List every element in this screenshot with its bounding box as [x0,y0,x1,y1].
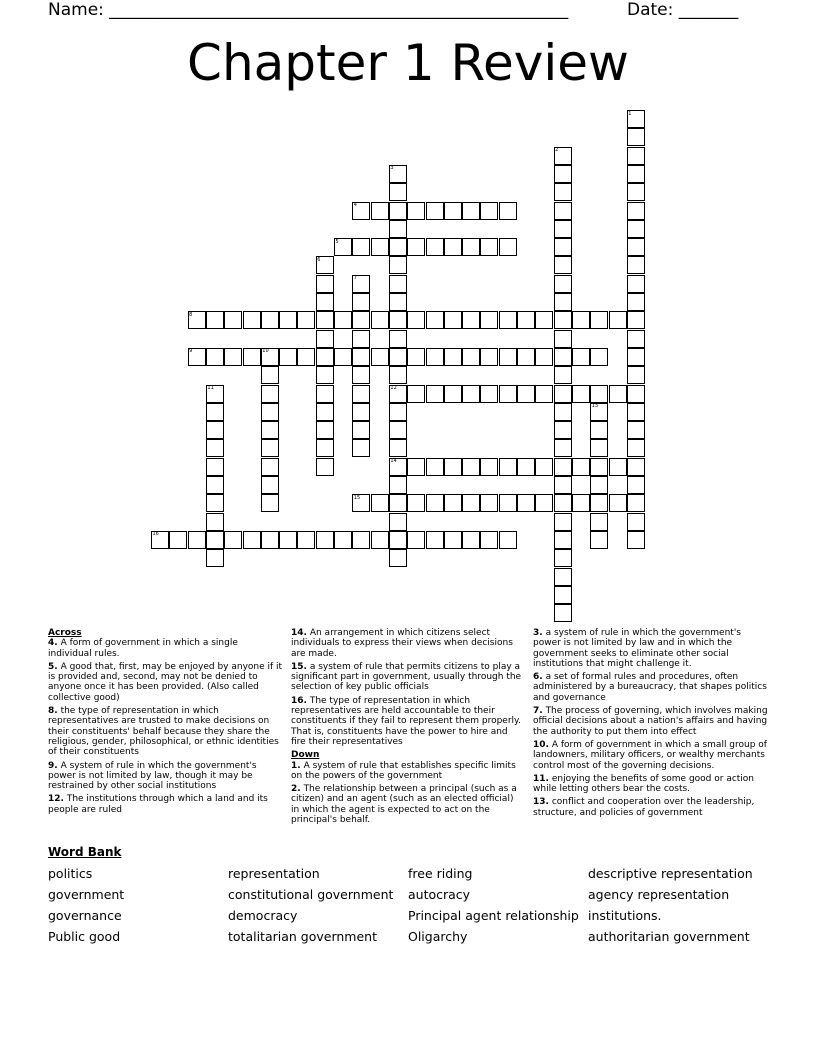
crossword-cell[interactable] [407,531,425,549]
crossword-cell[interactable] [627,458,645,476]
crossword-cell[interactable] [572,348,590,366]
crossword-cell[interactable] [261,494,279,512]
crossword-cell[interactable] [224,348,242,366]
crossword-cell[interactable] [426,458,444,476]
crossword-cell[interactable] [389,311,407,329]
crossword-cell[interactable] [352,293,370,311]
clue-item: 7. The process of governing, which involves making official decisions about a nation's affairs and having the authority to put them into effect [533,706,768,737]
crossword-cell[interactable] [480,311,498,329]
clue-item: 13. conflict and cooperation over the leadership, structure, and policies of government [533,797,755,818]
crossword-cell[interactable] [334,348,352,366]
crossword-cell[interactable] [499,531,517,549]
crossword-cell[interactable] [261,476,279,494]
clue-item: 14. An arrangement in which citizens select individuals to express their views when decisions are made. [291,628,513,659]
crossword-cell[interactable] [554,293,572,311]
clue-number: 11 [207,385,214,391]
crossword-cell[interactable] [554,275,572,293]
clues-col-3 [533,628,769,821]
crossword-cell[interactable] [426,494,444,512]
clues-col-1 [48,628,284,818]
crossword-cell[interactable] [389,439,407,457]
crossword-cell[interactable] [188,311,206,329]
crossword-cell[interactable] [627,385,645,403]
crossword-cell[interactable] [627,476,645,494]
crossword-cell[interactable] [627,183,645,201]
crossword-cell[interactable] [609,458,627,476]
crossword-cell[interactable] [371,202,389,220]
crossword-cell[interactable] [352,366,370,384]
crossword-cell[interactable] [554,256,572,274]
crossword-cell[interactable] [206,531,224,549]
crossword-cell[interactable] [279,311,297,329]
crossword-cell[interactable] [609,311,627,329]
crossword-cell[interactable] [535,311,553,329]
crossword-cell[interactable] [224,531,242,549]
crossword-cell[interactable] [426,311,444,329]
crossword-cell[interactable] [517,348,535,366]
word-bank-item: descriptive representation [588,866,753,881]
crossword-cell[interactable] [462,531,480,549]
crossword-cell[interactable] [480,531,498,549]
crossword-cell[interactable] [554,513,572,531]
crossword-cell[interactable] [279,531,297,549]
crossword-cell[interactable] [279,348,297,366]
crossword-cell[interactable] [371,311,389,329]
crossword-cell[interactable] [444,458,462,476]
date-line[interactable]: Date: _______ [627,0,739,20]
crossword-cell[interactable] [389,458,407,476]
crossword-cell[interactable] [627,275,645,293]
crossword-cell[interactable] [627,165,645,183]
crossword-cell[interactable] [334,238,352,256]
crossword-cell[interactable] [590,385,608,403]
crossword-cell[interactable] [554,311,572,329]
crossword-cell[interactable] [389,275,407,293]
word-bank-item: Principal agent relationship [408,908,579,923]
clue-item: 15. a system of rule that permits citizens to play a significant part in government, usually through the selection of key public officials [291,661,522,693]
clue-item: 5. A good that, first, may be enjoyed by anyone if it is provided and, second, may not be denied to anyone once it has been provided. (Also called collective good) [48,661,283,703]
crossword-cell[interactable] [535,494,553,512]
crossword-cell[interactable] [316,421,334,439]
clue-item: 1. A system of rule that establishes specific limits on the powers of the government [291,760,516,781]
crossword-cell[interactable] [407,385,425,403]
clue-item: 3. a system of rule in which the government's power is not limited by law and in which the government seeks to eliminate other social institutions that might challenge it. [533,628,741,669]
crossword-cell[interactable] [554,165,572,183]
crossword-cell[interactable] [627,147,645,165]
crossword-cell[interactable] [371,531,389,549]
crossword-cell[interactable] [243,311,261,329]
across-heading: Across [48,628,82,638]
crossword-cell[interactable] [554,202,572,220]
crossword-cell[interactable] [554,366,572,384]
crossword-cell[interactable] [261,531,279,549]
clues-col-2 [291,628,523,828]
word-bank-item: authoritarian government [588,929,750,944]
crossword-cell[interactable] [572,311,590,329]
crossword-cell[interactable] [554,183,572,201]
crossword-cell[interactable] [444,385,462,403]
crossword-cell[interactable] [352,494,370,512]
crossword-cell[interactable] [627,293,645,311]
clue-number: 6 [317,256,321,263]
crossword-cell[interactable] [517,385,535,403]
crossword-cell[interactable] [499,238,517,256]
crossword-cell[interactable] [609,494,627,512]
clue-item: 12. The institutions through which a land and its people are ruled [48,794,268,815]
clue-item: 4. A form of government in which a single individual rules. [48,638,238,659]
crossword-cell[interactable] [316,458,334,476]
crossword-cell[interactable] [554,549,572,567]
crossword-cell[interactable] [480,458,498,476]
crossword-cell[interactable] [316,439,334,457]
crossword-cell[interactable] [316,275,334,293]
clue-number: 5 [335,238,339,245]
crossword-cell[interactable] [554,147,572,165]
crossword-cell[interactable] [407,494,425,512]
crossword-cell[interactable] [206,476,224,494]
crossword-cell[interactable] [554,238,572,256]
crossword-cell[interactable] [554,458,572,476]
crossword-cell[interactable] [261,439,279,457]
crossword-cell[interactable] [316,330,334,348]
crossword-cell[interactable] [627,110,645,128]
crossword-cell[interactable] [627,531,645,549]
crossword-cell[interactable] [188,348,206,366]
crossword-cell[interactable] [389,165,407,183]
crossword-cell[interactable] [316,256,334,274]
crossword-cell[interactable] [316,311,334,329]
crossword-cell[interactable] [389,531,407,549]
crossword-cell[interactable] [352,238,370,256]
word-bank-item: democracy [228,908,298,923]
crossword-cell[interactable] [389,421,407,439]
crossword-cell[interactable] [206,439,224,457]
crossword-cell[interactable] [426,531,444,549]
crossword-cell[interactable] [535,348,553,366]
crossword-cell[interactable] [261,366,279,384]
crossword-cell[interactable] [224,311,242,329]
crossword-cell[interactable] [517,494,535,512]
crossword-cell[interactable] [627,128,645,146]
crossword-cell[interactable] [590,311,608,329]
crossword-cell[interactable] [554,476,572,494]
crossword-cell[interactable] [554,494,572,512]
word-bank-item: institutions. [588,908,662,923]
word-bank-item: Oligarchy [408,929,468,944]
crossword-cell[interactable] [243,348,261,366]
crossword-cell[interactable] [499,202,517,220]
crossword-cell[interactable] [627,256,645,274]
crossword-cell[interactable] [499,348,517,366]
crossword-cell[interactable] [389,366,407,384]
crossword-cell[interactable] [554,604,572,622]
crossword-cell[interactable] [261,311,279,329]
crossword-cell[interactable] [462,458,480,476]
clue-number: 7 [353,275,357,282]
clue-number: 16 [152,531,159,538]
crossword-cell[interactable] [627,220,645,238]
crossword-cell[interactable] [407,311,425,329]
crossword-cell[interactable] [389,220,407,238]
crossword-cell[interactable] [389,330,407,348]
crossword-cell[interactable] [462,494,480,512]
crossword-cell[interactable] [462,202,480,220]
crossword-cell[interactable] [407,202,425,220]
crossword-cell[interactable] [609,385,627,403]
crossword-cell[interactable] [371,238,389,256]
crossword-cell[interactable] [297,311,315,329]
word-bank-item: governance [48,908,122,923]
clue-item: 9. A system of rule in which the government's power is not limited by law, though it may be restrained by other social institutions [48,760,257,792]
crossword-cell[interactable] [444,238,462,256]
word-bank-item: Public good [48,929,121,944]
crossword-cell[interactable] [389,238,407,256]
crossword-cell[interactable] [188,531,206,549]
crossword-cell[interactable] [334,531,352,549]
clue-item: 10. A form of government in which a small group of landowners, military officers, or wealthy merchants control most of the governing decisions. [533,739,767,771]
crossword-cell[interactable] [206,311,224,329]
clue-item: 8. the type of representation in which representatives are trusted to make decisions on their constituents' behalf because they share the religious, gender, philosophical, or ethnic identities of their constituents [48,706,279,758]
clue-number: 1 [628,110,632,117]
crossword-cell[interactable] [316,348,334,366]
crossword-cell[interactable] [426,385,444,403]
crossword-cell[interactable] [627,238,645,256]
crossword-cell[interactable] [352,385,370,403]
crossword-cell[interactable] [389,183,407,201]
crossword-cell[interactable] [554,531,572,549]
word-bank-item: constitutional government [228,887,394,902]
crossword-cell[interactable] [206,385,224,403]
clue-number: 8 [189,311,193,318]
crossword-cell[interactable] [371,494,389,512]
crossword-cell[interactable] [352,403,370,421]
crossword-cell[interactable] [499,494,517,512]
crossword-cell[interactable] [426,348,444,366]
crossword-cell[interactable] [316,366,334,384]
crossword-cell[interactable] [627,366,645,384]
crossword-cell[interactable] [352,275,370,293]
crossword-cell[interactable] [169,531,187,549]
crossword-cell[interactable] [389,476,407,494]
crossword-cell[interactable] [389,348,407,366]
word-bank-item: politics [48,866,93,881]
crossword-cell[interactable] [554,421,572,439]
crossword-cell[interactable] [407,348,425,366]
clue-item: 2. The relationship between a principal (such as a citizen) and an agent (such as an elected official) in which the agent is expected to act on the principal's behalf. [291,784,517,826]
crossword-cell[interactable] [627,202,645,220]
word-bank [48,866,788,944]
clue-item: 16. The type of representation in which representatives are held accountable to their constituents if they fail to represent them properly. That is, constituents have the power to hire and fire their representatives [291,695,521,747]
crossword-cell[interactable] [444,311,462,329]
crossword-cell[interactable] [261,421,279,439]
crossword-cell[interactable] [627,311,645,329]
crossword-cell[interactable] [426,238,444,256]
crossword-cell[interactable] [389,494,407,512]
clue-number: 13 [591,403,599,410]
crossword-cell[interactable] [444,494,462,512]
word-bank-item: agency representation [588,887,730,902]
crossword-cell[interactable] [352,421,370,439]
crossword-cell[interactable] [517,311,535,329]
word-bank-item: autocracy [408,887,471,902]
crossword-cell[interactable] [535,385,553,403]
crossword-cell[interactable] [554,586,572,604]
crossword-cell[interactable] [389,385,407,403]
crossword-cell[interactable] [352,348,370,366]
crossword-cell[interactable] [572,458,590,476]
crossword-cell[interactable] [627,330,645,348]
crossword-cell[interactable] [535,458,553,476]
crossword-cell[interactable] [261,385,279,403]
crossword-cell[interactable] [371,348,389,366]
crossword-cell[interactable] [261,458,279,476]
crossword-cell[interactable] [444,531,462,549]
crossword-cell[interactable] [590,421,608,439]
crossword-cell[interactable] [590,513,608,531]
crossword-cell[interactable] [389,549,407,567]
crossword-cell[interactable] [554,330,572,348]
clue-number: 12 [390,385,397,391]
word-bank-item: representation [228,866,320,881]
crossword-cell[interactable] [590,494,608,512]
crossword-cell[interactable] [206,348,224,366]
clue-number: 9 [189,348,193,355]
clue-number: 10 [262,348,269,355]
name-line[interactable]: Name: ______________________________________________________ [48,0,569,20]
crossword-cell[interactable] [554,403,572,421]
crossword-cell[interactable] [206,549,224,567]
crossword-cell[interactable] [554,385,572,403]
word-bank-item: free riding [408,866,473,881]
crossword-cell[interactable] [389,513,407,531]
crossword-cell[interactable] [462,348,480,366]
crossword-cell[interactable] [316,293,334,311]
crossword-cell[interactable] [499,385,517,403]
word-bank-title: Word Bank [48,845,122,859]
crossword-cell[interactable] [554,568,572,586]
crossword-cell[interactable] [206,458,224,476]
crossword-cell[interactable] [590,403,608,421]
crossword-cell[interactable] [206,494,224,512]
crossword-cell[interactable] [352,330,370,348]
crossword-cell[interactable] [261,403,279,421]
crossword-cell[interactable] [590,439,608,457]
crossword-cell[interactable] [499,311,517,329]
crossword-cell[interactable] [297,531,315,549]
crossword-cell[interactable] [572,385,590,403]
crossword-cell[interactable] [389,202,407,220]
crossword-cell[interactable] [426,202,444,220]
crossword-cell[interactable] [352,311,370,329]
clue-number: 14 [390,458,397,465]
crossword-cell[interactable] [627,421,645,439]
crossword-cell[interactable] [554,348,572,366]
crossword-cell[interactable] [480,385,498,403]
crossword-cell[interactable] [389,293,407,311]
crossword-cell[interactable] [316,403,334,421]
crossword-cell[interactable] [462,238,480,256]
crossword-cell[interactable] [627,494,645,512]
crossword-cell[interactable] [261,348,279,366]
crossword-cell[interactable] [352,202,370,220]
crossword-cell[interactable] [627,403,645,421]
crossword-cell[interactable] [480,202,498,220]
crossword-cell[interactable] [334,311,352,329]
crossword-cell[interactable] [316,385,334,403]
clue-number: 4 [353,202,357,208]
crossword-cell[interactable] [554,439,572,457]
crossword-cell[interactable] [206,421,224,439]
crossword-cell[interactable] [151,531,169,549]
crossword-cell[interactable] [590,476,608,494]
crossword-cell[interactable] [407,458,425,476]
crossword-cell[interactable] [627,348,645,366]
crossword-cell[interactable] [444,348,462,366]
page-title: Chapter 1 Review [187,34,629,92]
crossword-cell[interactable] [352,439,370,457]
crossword-cell[interactable] [499,458,517,476]
crossword-cell[interactable] [462,311,480,329]
crossword-cell[interactable] [206,513,224,531]
crossword-cell[interactable] [206,403,224,421]
crossword-cell[interactable] [554,220,572,238]
word-bank-item: totalitarian government [228,929,377,944]
crossword-cell[interactable] [627,439,645,457]
clue-item: 11. enjoying the benefits of some good or action while letting others bear the costs. [533,773,755,795]
crossword-cell[interactable] [572,494,590,512]
crossword-cell[interactable] [316,531,334,549]
word-bank-item: government [48,887,125,902]
crossword-cell[interactable] [627,513,645,531]
crossword-cell[interactable] [389,403,407,421]
crossword-cell[interactable] [590,348,608,366]
clue-number: 3 [390,165,394,172]
crossword-cell[interactable] [462,385,480,403]
clue-item: 6. a set of formal rules and procedures, often administered by a bureaucracy, that shapes politics and governance [533,672,767,703]
crossword-cell[interactable] [480,494,498,512]
crossword-cell[interactable] [590,531,608,549]
crossword-cell[interactable] [352,531,370,549]
crossword-cell[interactable] [243,531,261,549]
crossword-cell[interactable] [297,348,315,366]
crossword-cell[interactable] [407,238,425,256]
crossword-cell[interactable] [517,458,535,476]
crossword-cell[interactable] [444,202,462,220]
down-heading: Down [291,750,320,761]
crossword-cell[interactable] [389,256,407,274]
clue-number: 15 [353,494,361,501]
crossword-cell[interactable] [480,238,498,256]
crossword-cell[interactable] [480,348,498,366]
crossword-cell[interactable] [590,458,608,476]
clue-number: 2 [555,147,559,154]
